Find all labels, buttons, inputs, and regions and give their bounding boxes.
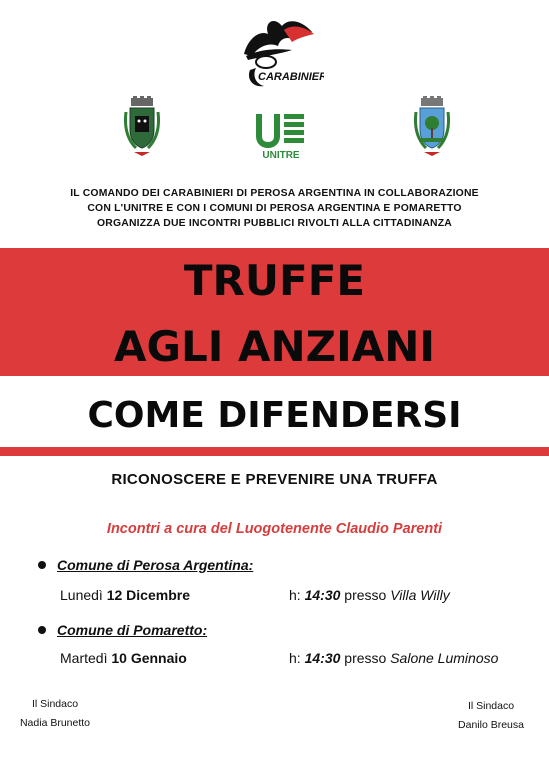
perosa-crest-icon (122, 96, 162, 160)
bullet-icon (38, 626, 46, 634)
event-location: Comune di Perosa Argentina: (57, 557, 254, 573)
divider-band (0, 447, 549, 456)
title-line-3: COME DIFENDERSI (87, 395, 462, 436)
event-day: Martedì (60, 650, 108, 666)
bullet-icon (38, 561, 46, 569)
event-time (289, 650, 498, 666)
presso-label: presso (344, 587, 387, 603)
signature-left (8, 695, 102, 733)
carabinieri-logo (234, 10, 324, 90)
event-date-value: 10 Gennaio (111, 650, 187, 666)
intro-line: ORGANIZZA DUE INCONTRI PUBBLICI RIVOLTI ALLA CITTADINANZA (96, 218, 453, 229)
signature-name: Danilo Breusa (458, 719, 524, 731)
event-day: Lunedì (60, 587, 103, 603)
signature-role: Il Sindaco (31, 698, 79, 710)
event-time (289, 587, 450, 603)
organizer-text: Incontri a cura del Luogotenente Claudio Parenti (106, 521, 443, 537)
signature-name: Nadia Brunetto (19, 717, 91, 729)
unitre-wordmark: UNITRE (262, 150, 300, 160)
event-time-value: 14:30 (304, 650, 341, 666)
title-line-2: AGLI ANZIANI (113, 322, 435, 371)
title-line-1: TRUFFE (183, 256, 366, 305)
event-date (60, 650, 187, 666)
event-venue: Villa Willy (390, 587, 450, 603)
unitre-logo (250, 110, 312, 160)
event-date-value: 12 Dicembre (106, 587, 190, 603)
pomaretto-crest-icon (412, 96, 452, 160)
hour-label: h: (289, 650, 301, 666)
intro-line: IL COMANDO DEI CARABINIERI DI PEROSA ARGENTINA IN COLLABORAZIONE (70, 188, 479, 199)
signature-role: Il Sindaco (467, 700, 515, 712)
presso-label: presso (344, 650, 387, 666)
event-venue: Salone Luminoso (390, 650, 499, 666)
carabinieri-wordmark: CARABINIERI (258, 71, 324, 83)
event-location: Comune di Pomaretto: (57, 622, 208, 638)
subtitle: RICONOSCERE E PREVENIRE UNA TRUFFA (111, 471, 438, 488)
event-time-value: 14:30 (304, 587, 341, 603)
signature-right (444, 697, 538, 735)
intro-text (0, 186, 549, 231)
intro-line: CON L'UNITRE E CON I COMUNI DI PEROSA ARGENTINA E POMARETTO (87, 203, 462, 214)
event-date (60, 587, 190, 603)
hour-label: h: (289, 587, 301, 603)
